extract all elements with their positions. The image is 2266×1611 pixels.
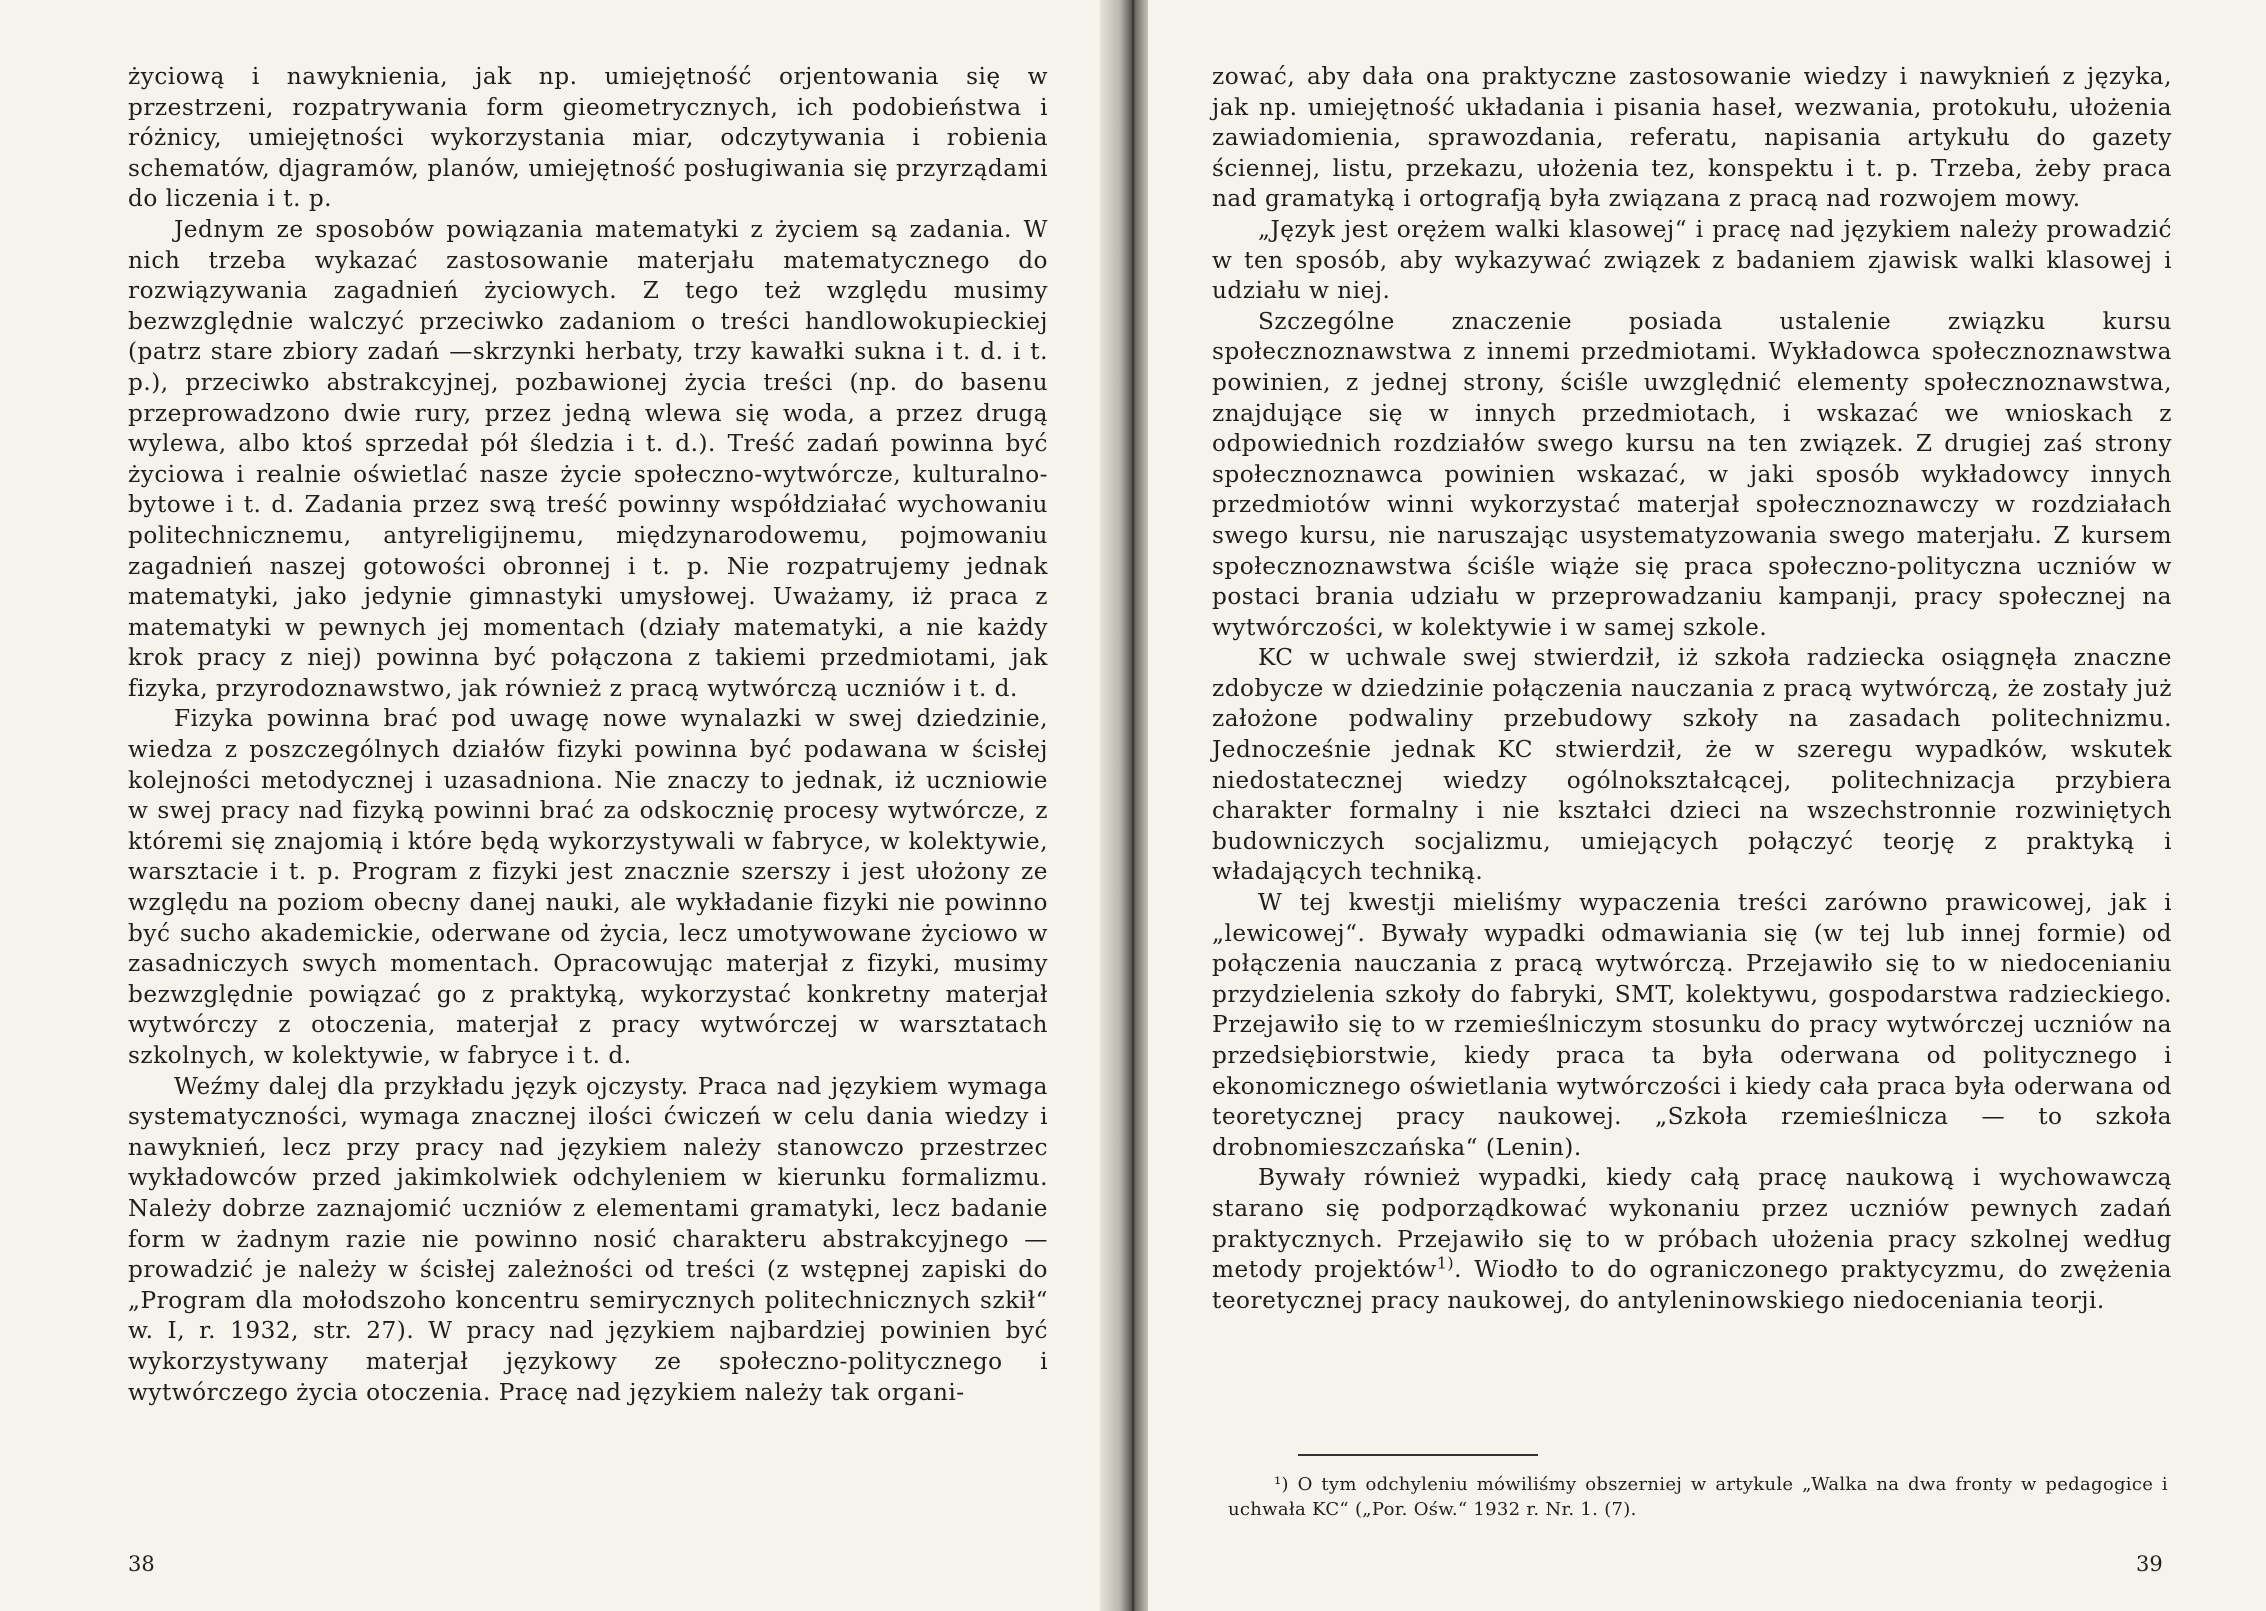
paragraph: „Język jest orężem walki klasowej“ i pracę nad językiem należy prowadzić w ten sposób, aby wykazywać związek z badaniem zjawisk walki klasowej i udziału w niej.	[1212, 215, 2172, 305]
left-page-body	[128, 62, 1048, 1408]
paragraph-text: Bywały również wypadki, kiedy całą pracę naukową i wychowawczą starano się podporządkować wykonaniu przez uczniów pewnych zadań praktycznych. Przejawiło się to w próbach ułożenia pracy szkolnej według metody projektów	[1212, 1164, 2172, 1284]
footnote-divider	[1298, 1454, 1538, 1456]
paragraph: Fizyka powinna brać pod uwagę nowe wynalazki w swej dziedzinie, wiedza z poszczególnych działów fizyki powinna być podawana w ścisłej kolejności metodycznej i uzasadniona. Nie znaczy to jednak, iż uczniowie w swej pracy nad fizyką powinni brać za odskocznię procesy wytwórcze, z któremi się znajomią i które będą wykorzystywali w fabryce, w kolektywie, warsztacie i t. p. Program z fizyki jest znacznie szerszy i jest ułożony ze względu na poziom obecny danej nauki, ale wykładanie fizyki nie powinno być sucho akademickie, oderwane od życia, lecz umotywowane życiowo w zasadniczych swych momentach. Opracowując materjał z fizyki, musimy bezwzględnie powiązać go z praktyką, wykorzystać konkretny materjał wytwórczy z otoczenia, materjał z pracy wytwórczej w warsztatach szkolnych, w kolektywie, w fabryce i t. d.	[128, 705, 1048, 1069]
paragraph: Szczególne znaczenie posiada ustalenie związku kursu społecznoznawstwa z innemi przedmiotami. Wykładowca społecznoznawstwa powinien, z jednej strony, ściśle uwzględnić elementy społecznoznawstwa, znajdujące się w innych przedmiotach, i wskazać we wnioskach z odpowiednich rozdziałów swego kursu na ten związek. Z drugiej zaś strony społecznoznawca powinien wskazać, w jaki sposób wykładowcy innych przedmiotów winni wykorzystać materjał społecznoznawczy w rozdziałach swego kursu, nie naruszając usystematyzowania swego materjału. Z kursem społecznoznawstwa ściśle wiąże się praca społeczno-polityczna uczniów w postaci brania udziału w przeprowadzaniu kampanji, pracy społecznej na wytwórczości, w kolektywie i w samej szkole.	[1212, 307, 2172, 641]
paragraph: W tej kwestji mieliśmy wypaczenia treści zarówno prawicowej, jak i „lewicowej“. Bywały wypadki odmawiania się (w tej lub innej formie) od połączenia nauczania z pracą wytwórczą. Przejawiło się to w niedocenianiu przydzielenia szkoły do fabryki, SMT, kolektywu, gospodarstwa radzieckiego. Przejawiło się to w rzemieślniczym stosunku do pracy wytwórczej uczniów na przedsiębiorstwie, kiedy praca ta była oderwana od politycznego i ekonomicznego oświetlania wytwórczości i kiedy cała praca była oderwana od teoretycznej pracy naukowej. „Szkoła rzemieślnicza — to szkoła drobnomieszczańska“ (Lenin).	[1212, 889, 2172, 1161]
paragraph: Weźmy dalej dla przykładu język ojczysty. Praca nad językiem wymaga systematyczności, wymaga znacznej ilości ćwiczeń w celu dania wiedzy i nawyknień, lecz przy pracy nad językiem należy stanowczo przestrzec wykładowców przed jakimkolwiek odchyleniem w kierunku formalizmu. Należy dobrze zaznajomić uczniów z elementami gramatyki, lecz badanie form w żadnym razie nie powinno nosić charakteru abstrakcyjnego — prowadzić je należy w ścisłej zależności od treści (z wstępnej zapiski do „Program dla mołodszoho koncentru semirycznych politechnicznych szkił“ w. I, r. 1932, str. 27). W pracy nad językiem najbardziej powinien być wykorzystywany materjał językowy ze społeczno-politycznego i wytwórczego życia otoczenia. Pracę nad językiem należy tak organi-	[128, 1072, 1048, 1406]
paragraph: Jednym ze sposobów powiązania matematyki z życiem są zadania. W nich trzeba wykazać zastosowanie materjału matematycznego do rozwiązywania zagadnień życiowych. Z tego też względu musimy bezwzględnie walczyć przeciwko zadaniom o treści handlowokupieckiej (patrz stare zbiory zadań —skrzynki herbaty, trzy kawałki sukna i t. d. i t. p.), przeciwko abstrakcyjnej, pozbawionej życia treści (np. do basenu przeprowadzono dwie rury, przez jedną wlewa się woda, a przez drugą wylewa, albo ktoś sprzedał pół śledzia i t. d.). Treść zadań powinna być życiowa i realnie oświetlać nasze życie społeczno-wytwórcze, kulturalno-bytowe i t. d. Zadania przez swą treść powinny współdziałać wychowaniu politechnicznemu, antyreligijnemu, międzynarodowemu, pojmowaniu zagadnień naszej gotowości obronnej i t. p. Nie rozpatrujemy jednak matematyki, jako jedynie gimnastyki umysłowej. Uważamy, iż praca z matematyki w pewnych jej momentach (działy matematyki, a nie każdy krok pracy z niej) powinna być połączona z takiemi przedmiotami, jak fizyka, przyrodoznawstwo, jak również z pracą wytwórczą uczniów i t. d.	[128, 215, 1048, 702]
page-number: 39	[2136, 1552, 2163, 1576]
paragraph: życiową i nawyknienia, jak np. umiejętność orjentowania się w przestrzeni, rozpatrywania form gieometrycznych, ich podobieństwa i różnicy, umiejętności wykorzystania miar, odczytywania i robienia schematów, djagramów, planów, umiejętność posługiwania się przyrządami do liczenia i t. p.	[128, 63, 1048, 213]
page-number: 38	[128, 1552, 155, 1576]
footnote: ¹) O tym odchyleniu mówiliśmy obszerniej w artykule „Walka na dwa fronty w pedagogice i uchwała KC“ („Por. Ośw.“ 1932 r. Nr. 1. (7).	[1228, 1474, 2168, 1520]
paragraph: KC w uchwale swej stwierdził, iż szkoła radziecka osiągnęła znaczne zdobycze w dziedzinie połączenia nauczania z pracą wytwórczą, że zostały już założone podwaliny przebudowy szkoły na zasadach politechnizmu. Jednocześnie jednak KC stwierdził, że w szeregu wypadków, wskutek niedostatecznej wiedzy ogólnokształcącej, politechnizacja przybiera charakter formalny i nie kształci dzieci na wszechstronnie rozwiniętych budowniczych socjalizmu, umiejących połączyć teorję z praktyką i władających techniką.	[1212, 644, 2172, 886]
footnote-reference: 1)	[1436, 1253, 1455, 1273]
right-page-body	[1212, 62, 2172, 1316]
right-page	[1148, 0, 2266, 1611]
paragraph	[1212, 1163, 2172, 1316]
paragraph-text-tail: . Wiodło to do ograniczonego praktycyzmu, do zwężenia teoretycznej pracy naukowej, do antyleninowskiego niedoceniania teorji.	[1212, 1256, 2173, 1314]
paragraph: zować, aby dała ona praktyczne zastosowanie wiedzy i nawyknień z języka, jak np. umiejętność układania i pisania haseł, wezwania, protokułu, ułożenia zawiadomienia, sprawozdania, referatu, napisania artykułu do gazety ściennej, listu, przekazu, ułożenia tez, konspektu i t. p. Trzeba, żeby praca nad gramatyką i ortografją była związana z pracą nad rozwojem mowy.	[1212, 63, 2172, 213]
left-page	[0, 0, 1118, 1611]
